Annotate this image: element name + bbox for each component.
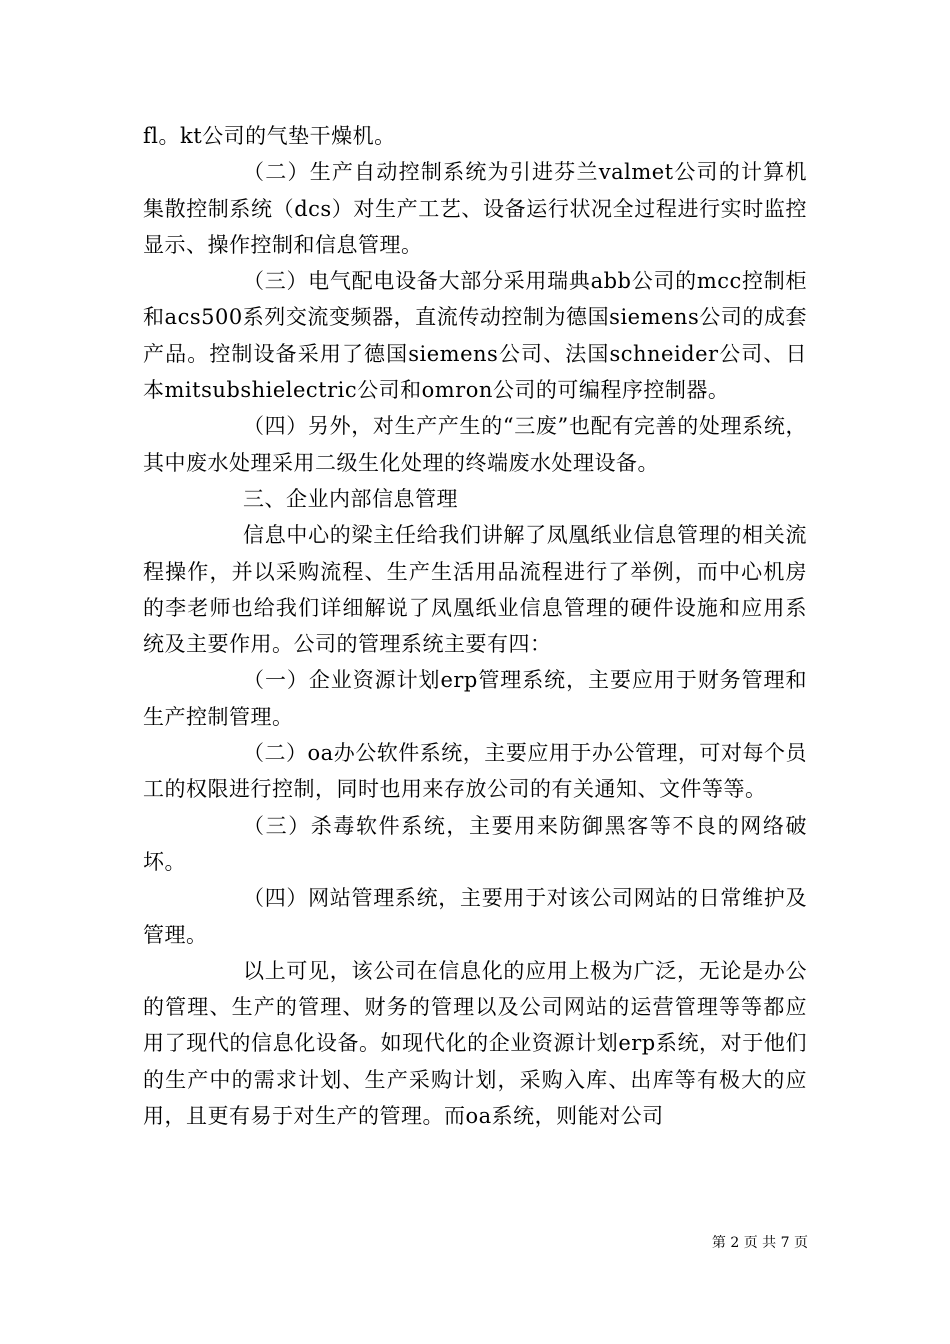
paragraph-erp-system: （一）企业资源计划erp管理系统，主要应用于财务管理和生产控制管理。 [143,668,807,729]
paragraph-electrical-equipment: （三）电气配电设备大部分采用瑞典abb公司的mcc控制柜和acs500系列交流变频器，直流传动控制为德国siemens公司的成套产品。控制设备采用了德国siemens公司、法国schneider公司、日本mitsubshielectric公司和omron公司的可编程序控制器。 [143,269,807,403]
paragraph-summary: 以上可见，该公司在信息化的应用上极为广泛，无论是办公的管理、生产的管理、财务的管理以及公司网站的运营管理等等都应用了现代的信息化设备。如现代化的企业资源计划erp系统，对于他们的生产中的需求计划、生产采购计划，采购入库、出库等有极大的应用，且更有易于对生产的管理。而oa系统，则能对公司 [143,958,807,1129]
paragraph-oa-system: （二）oa办公软件系统，主要应用于办公管理，可对每个员工的权限进行控制，同时也用来存放公司的有关通知、文件等等。 [143,741,807,802]
paragraph-continuation: fl。kt公司的气垫干燥机。 [143,124,396,148]
page-number: 第 2 页 共 7 页 [711,1235,808,1251]
paragraph-antivirus-system: （三）杀毒软件系统，主要用来防御黑客等不良的网络破坏。 [143,813,807,874]
document-body [143,118,807,1134]
paragraph-info-center: 信息中心的梁主任给我们讲解了凤凰纸业信息管理的相关流程操作，并以采购流程、生产生活用品流程进行了举例，而中心机房的李老师也给我们详细解说了凤凰纸业信息管理的硬件设施和应用系统及主要作用。公司的管理系统主要有四： [143,523,807,657]
section-heading-info-management: 三、企业内部信息管理 [243,486,458,511]
paragraph-automation-system: （二）生产自动控制系统为引进芬兰valmet公司的计算机集散控制系统（dcs）对生产工艺、设备运行状况全过程进行实时监控显示、操作控制和信息管理。 [143,160,807,257]
paragraph-website-system: （四）网站管理系统，主要用于对该公司网站的日常维护及管理。 [143,886,807,947]
paragraph-waste-treatment: （四）另外，对生产产生的“三废”也配有完善的处理系统，其中废水处理采用二级生化处理的终端废水处理设备。 [143,414,807,475]
